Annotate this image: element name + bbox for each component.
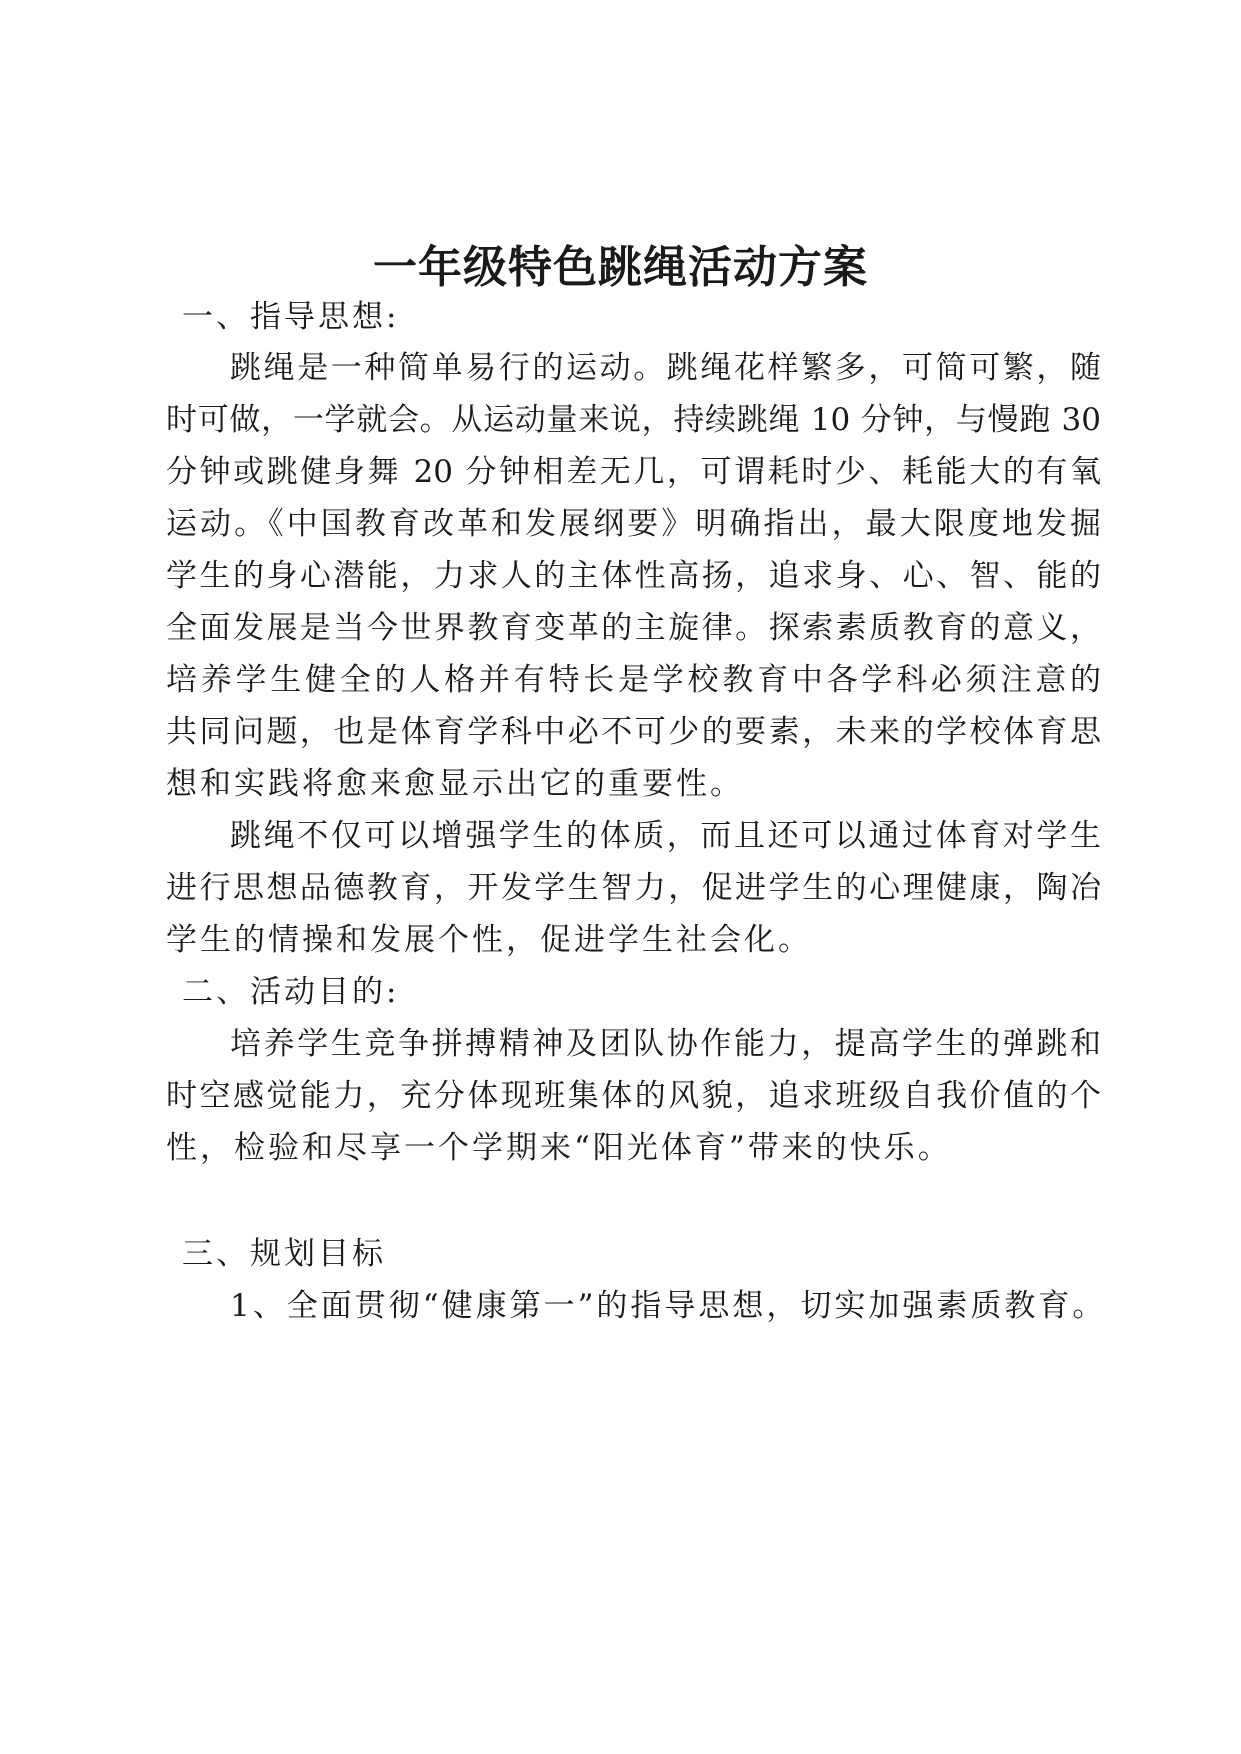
paragraph-line: 全面发展是当今世界教育变革的主旋律。探索素质教育的意义， <box>166 610 1101 646</box>
document-title: 一年级特色跳绳活动方案 <box>373 242 868 293</box>
paragraph-line: 培养学生健全的人格并有特长是学校教育中各学科必须注意的 <box>166 662 1101 698</box>
paragraph-line: 学生的身心潜能，力求人的主体性高扬，追求身、心、智、能的 <box>166 558 1101 594</box>
section-heading-guiding-thought: 一、指导思想: <box>182 299 400 335</box>
paragraph-line: 跳绳不仅可以增强学生的体质，而且还可以通过体育对学生 <box>230 818 1101 854</box>
paragraph-line: 想和实践将愈来愈显示出它的重要性。 <box>166 766 744 802</box>
paragraph-line: 培养学生竞争拼搏精神及团队协作能力，提高学生的弹跳和 <box>230 1026 1101 1062</box>
paragraph-line: 学生的情操和发展个性，促进学生社会化。 <box>166 922 812 958</box>
paragraph-line: 1、全面贯彻“健康第一”的指导思想，切实加强素质教育。 <box>230 1288 1107 1324</box>
paragraph-line: 跳绳是一种简单易行的运动。跳绳花样繁多，可简可繁，随 <box>230 350 1101 386</box>
paragraph-line: 分钟或跳健身舞 20 分钟相差无几，可谓耗时少、耗能大的有氧 <box>166 454 1101 490</box>
paragraph-line: 性，检验和尽享一个学期来“阳光体育”带来的快乐。 <box>166 1130 952 1166</box>
paragraph-line: 共同问题，也是体育学科中必不可少的要素，未来的学校体育思 <box>166 714 1101 750</box>
paragraph-line: 进行思想品德教育，开发学生智力，促进学生的心理健康，陶冶 <box>166 870 1101 906</box>
section-heading-activity-purpose: 二、活动目的: <box>182 974 400 1010</box>
paragraph-line: 时空感觉能力，充分体现班集体的风貌，追求班级自我价值的个 <box>166 1078 1101 1114</box>
paragraph-line: 时可做，一学就会。从运动量来说，持续跳绳 10 分钟，与慢跑 30 <box>166 402 1101 438</box>
section-heading-planning-goals: 三、规划目标 <box>182 1236 386 1272</box>
paragraph-line: 运动。《中国教育改革和发展纲要》明确指出，最大限度地发掘 <box>166 506 1101 542</box>
